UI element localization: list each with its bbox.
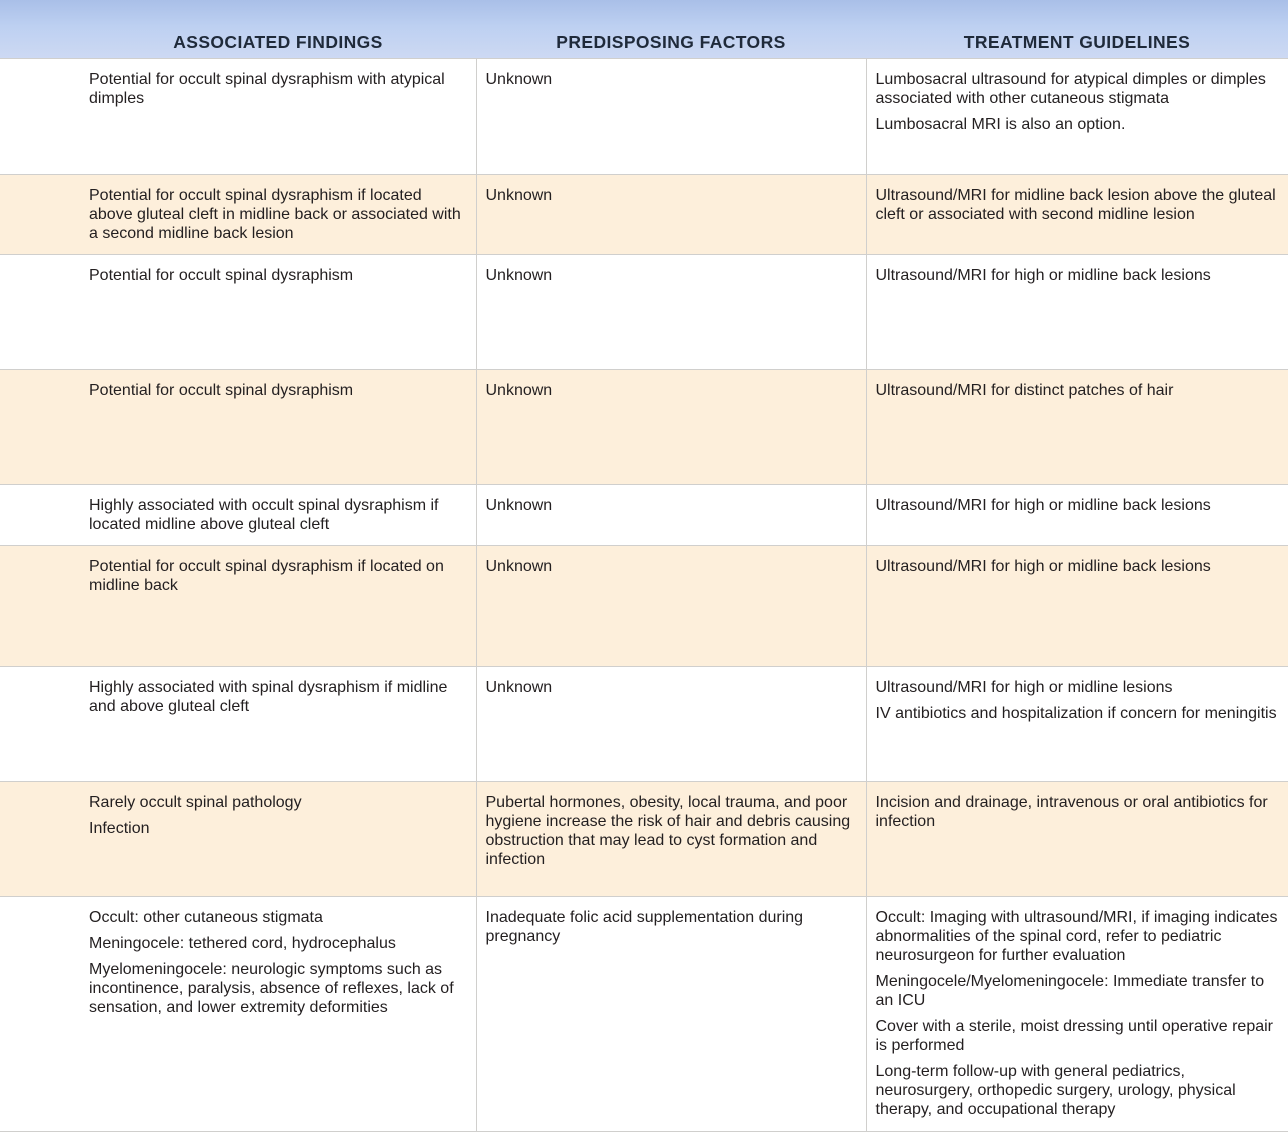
findings-cell: [0, 666, 476, 781]
treatment-text: IV antibiotics and hospitalization if concern for meningitis: [875, 704, 1277, 722]
treatment-cell: [866, 254, 1288, 369]
treatment-cell: [866, 545, 1288, 666]
findings-cell: [0, 369, 476, 484]
factors-cell: [476, 545, 866, 666]
treatment-cell: [866, 781, 1288, 896]
treatment-text: Lumbosacral ultrasound for atypical dimples or dimples associated with other cutaneous stigmata: [875, 70, 1266, 107]
treatment-text: Ultrasound/MRI for distinct patches of hair: [875, 381, 1174, 399]
findings-text: Potential for occult spinal dysraphism if located above gluteal cleft in midline back or associated with a second midline back lesion: [89, 186, 461, 242]
findings-cell: [0, 484, 476, 545]
table-row: [0, 484, 1288, 545]
factors-text: Unknown: [485, 70, 553, 88]
findings-cell: [0, 896, 476, 1131]
findings-text: Meningocele: tethered cord, hydrocephalus: [89, 934, 396, 952]
table-row: [0, 58, 1288, 174]
factors-text: Unknown: [485, 678, 553, 696]
table-row: [0, 254, 1288, 369]
header-predisposing-factors: PREDISPOSING FACTORS: [476, 0, 866, 58]
treatment-cell: [866, 484, 1288, 545]
factors-cell: [476, 174, 866, 254]
factors-cell: [476, 369, 866, 484]
header-associated-findings: ASSOCIATED FINDINGS: [0, 0, 476, 58]
treatment-cell: [866, 369, 1288, 484]
findings-cell: [0, 254, 476, 369]
findings-text: Potential for occult spinal dysraphism if located on midline back: [89, 557, 444, 594]
findings-text: Infection: [89, 819, 150, 837]
findings-cell: [0, 58, 476, 174]
factors-cell: [476, 896, 866, 1131]
treatment-text: Ultrasound/MRI for high or midline lesions: [875, 678, 1173, 696]
findings-cell: [0, 545, 476, 666]
header-treatment-guidelines: TREATMENT GUIDELINES: [866, 0, 1288, 58]
treatment-text: Ultrasound/MRI for high or midline back lesions: [875, 266, 1211, 284]
findings-text: Highly associated with occult spinal dysraphism if located midline above gluteal cleft: [89, 496, 439, 533]
treatment-text: Occult: Imaging with ultrasound/MRI, if imaging indicates abnormalities of the spinal cord, refer to pediatric neurosurgeon for further evaluation: [875, 908, 1278, 964]
table-row: [0, 666, 1288, 781]
treatment-text: Meningocele/Myelomeningocele: Immediate transfer to an ICU: [875, 972, 1265, 1009]
findings-text: Myelomeningocele: neurologic symptoms such as incontinence, paralysis, absence of reflexes, lack of sensation, and lower extremity deformities: [89, 960, 454, 1016]
treatment-text: Ultrasound/MRI for midline back lesion above the gluteal cleft or associated with second midline lesion: [875, 186, 1276, 223]
treatment-cell: [866, 58, 1288, 174]
factors-cell: [476, 484, 866, 545]
table-body: [0, 58, 1288, 1131]
findings-cell: [0, 174, 476, 254]
factors-text: Unknown: [485, 381, 553, 399]
table-row: [0, 781, 1288, 896]
treatment-text: Incision and drainage, intravenous or oral antibiotics for infection: [875, 793, 1268, 830]
findings-text: Potential for occult spinal dysraphism: [89, 266, 354, 284]
factors-text: Unknown: [485, 186, 553, 204]
findings-text: Highly associated with spinal dysraphism if midline and above gluteal cleft: [89, 678, 448, 715]
factors-cell: [476, 666, 866, 781]
findings-text: Rarely occult spinal pathology: [89, 793, 302, 811]
table-row: [0, 545, 1288, 666]
factors-cell: [476, 58, 866, 174]
treatment-cell: [866, 666, 1288, 781]
factors-text: Pubertal hormones, obesity, local trauma, and poor hygiene increase the risk of hair and debris causing obstruction that may lead to cyst formation and infection: [485, 793, 851, 868]
factors-cell: [476, 781, 866, 896]
table-row: [0, 896, 1288, 1131]
factors-text: Inadequate folic acid supplementation during pregnancy: [485, 908, 804, 945]
treatment-cell: [866, 174, 1288, 254]
table-row: [0, 369, 1288, 484]
findings-text: Occult: other cutaneous stigmata: [89, 908, 323, 926]
treatment-text: Cover with a sterile, moist dressing until operative repair is performed: [875, 1017, 1273, 1054]
treatment-text: Ultrasound/MRI for high or midline back lesions: [875, 496, 1211, 514]
treatment-text: Lumbosacral MRI is also an option.: [875, 115, 1126, 133]
factors-text: Unknown: [485, 496, 553, 514]
findings-text: Potential for occult spinal dysraphism with atypical dimples: [89, 70, 445, 107]
factors-text: Unknown: [485, 557, 553, 575]
factors-cell: [476, 254, 866, 369]
treatment-cell: [866, 896, 1288, 1131]
treatment-text: Ultrasound/MRI for high or midline back lesions: [875, 557, 1211, 575]
factors-text: Unknown: [485, 266, 553, 284]
table-row: [0, 174, 1288, 254]
treatment-text: Long-term follow-up with general pediatrics, neurosurgery, orthopedic surgery, urology, physical therapy, and occupational therapy: [875, 1062, 1236, 1118]
findings-text: Potential for occult spinal dysraphism: [89, 381, 354, 399]
findings-cell: [0, 781, 476, 896]
table-header: [0, 0, 1288, 58]
